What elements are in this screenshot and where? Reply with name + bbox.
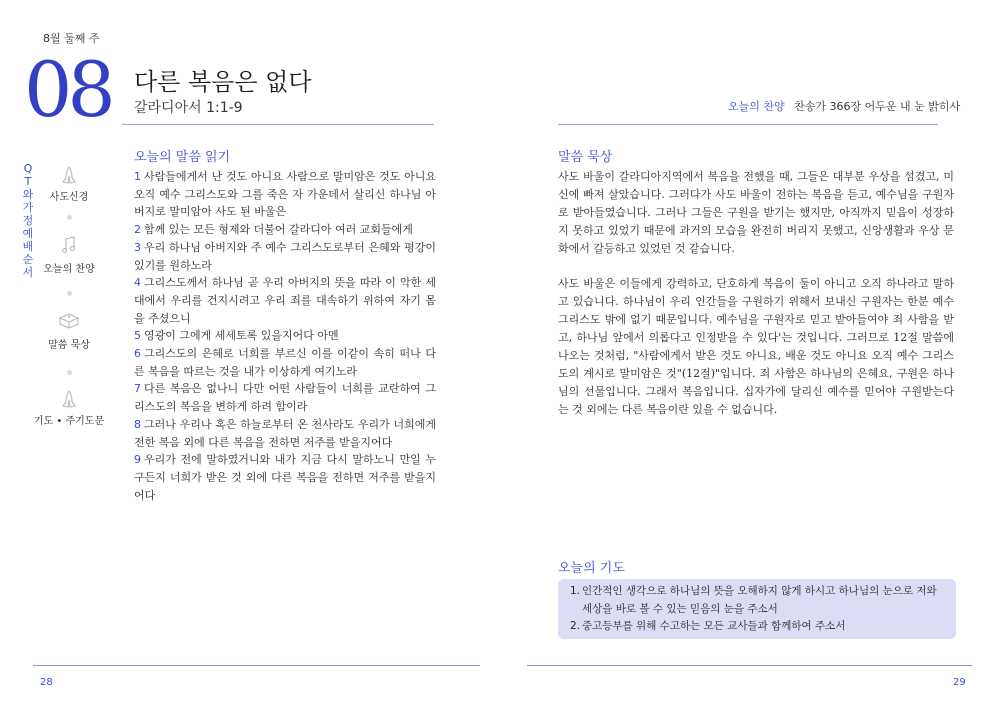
footer-rule-left — [33, 665, 480, 666]
verse-text: 그리스도께서 하나님 곧 우리 아버지의 뜻을 따라 이 악한 세대에서 우리를 건지시려고 우리 죄를 대속하기 위하여 자기 몸을 주셨으니 — [134, 276, 436, 325]
verse — [134, 221, 436, 239]
music-note-icon — [29, 234, 109, 256]
reading-heading: 오늘의 말씀 읽기 — [134, 150, 231, 165]
verse-text: 우리 하나님 아버지와 주 예수 그리스도로부터 은혜와 평강이 있기를 원하노라 — [134, 240, 436, 272]
meditation-text — [558, 168, 954, 437]
sidebar-dot — [67, 291, 72, 296]
verse-number: 7 — [134, 382, 141, 396]
order-vertical-label: QT와 가정예배 순서 — [22, 162, 34, 279]
sidebar-item-label: 사도신경 — [49, 192, 89, 203]
verse-list — [134, 168, 436, 504]
hymn-text: 찬송가 366장 어두운 내 눈 밝히사 — [794, 100, 961, 113]
praying-hands-icon — [29, 164, 109, 186]
verse-number: 8 — [134, 417, 141, 431]
prayer-item — [570, 583, 944, 618]
page-number-right: 29 — [953, 677, 966, 688]
sidebar-item-prayer — [29, 388, 109, 427]
verse — [134, 327, 436, 345]
prayer-box — [558, 579, 956, 639]
verse-text: 우리가 전에 말하였거니와 내가 지금 다시 말하노니 만일 누구든지 너희가 받은 것 외에 다른 복음을 전하면 저주를 받을지어다 — [134, 453, 436, 502]
meditation-paragraph: 사도 바울이 갈라디아지역에서 복음을 전했을 때, 그들은 대부분 우상을 섬겼고, 미신에 빠져 살았습니다. 그러다가 사도 바울이 전하는 복음을 듣고, 예수님을 구원자로 받아들였습니다. 그러나 그들은 구원을 받기는 했지만, 아직까지 믿음이 성장하지 못하고 있었기 때문에 과거의 모습을 완전히 버리지 못했고, 신앙생활과 우상 문화에서 갈등하고 있었던 것 같습니다. — [558, 170, 954, 255]
verse — [134, 416, 436, 451]
verse-text: 그러나 우리나 혹은 하늘로부터 온 천사라도 우리가 너희에게 전한 복음 외에 다른 복음을 전하면 저주를 받을지어다 — [134, 417, 436, 449]
verse-number: 1 — [134, 170, 141, 183]
verse-text: 다른 복음은 없나니 다만 어떤 사람들이 너희를 교란하여 그리스도의 복음을 변하게 하려 함이라 — [134, 382, 436, 414]
verse-number: 9 — [134, 453, 141, 467]
verse-number: 5 — [134, 329, 141, 343]
day-number: 08 — [24, 45, 111, 134]
page-title: 다른 복음은 없다 — [134, 68, 312, 96]
verse-number: 3 — [134, 240, 141, 254]
verse-text: 사람들에게서 난 것도 아니요 사람으로 말미암은 것도 아니요 오직 예수 그리스도와 그를 죽은 자 가운데서 살리신 하나님 아버지로 말미암아 사도 된 바울은 — [134, 170, 436, 219]
meditation-paragraph: 사도 바울은 이들에게 강력하고, 단호하게 복음이 둘이 아니고 오직 하나라고 말하고 있습니다. 하나님이 우리 인간들을 구원하기 위해서 보내신 구원자는 한분 예수 그리스도 밖에 없기 때문입니다. 예수님을 구원자로 믿고 받아들여야 죄 사함을 받고, 하나님 앞에서 의롭다고 인정받을 수 있다'는 것입니다. 그러므로 12절 말씀에 나오는 것처럼, "사람에게서 받은 것도 아니요, 배운 것도 아니요 오직 예수 그리스도의 계시로 말미암은 것"(12절)"입니다. 죄 사함은 하나님의 은혜요, 구원은 하나님의 선물입니다. 그래서 복음입니다. 십자가에 달리신 예수를 믿어야 구원받는다는 것 외에는 다른 복음이란 있을 수 없습니다. — [558, 277, 954, 416]
scripture-reference: 갈라디아서 1:1-9 — [134, 100, 243, 116]
verse-number: 4 — [134, 276, 141, 290]
prayer-item — [570, 618, 944, 636]
prayer-heading: 오늘의 기도 — [558, 561, 625, 576]
sidebar-item-label: 오늘의 찬양 — [43, 264, 95, 275]
verse — [134, 274, 436, 327]
hymn-line — [728, 98, 960, 114]
sidebar-item-label: 기도 • 주기도문 — [33, 416, 105, 427]
verse — [134, 380, 436, 415]
verse — [134, 451, 436, 504]
bible-icon — [29, 310, 109, 332]
page-number-left: 28 — [40, 677, 53, 688]
praying-hands-icon — [29, 388, 109, 410]
sidebar-item-apostles-creed — [29, 164, 109, 203]
week-label: 8월 둘째 주 — [43, 32, 100, 45]
prayer-item-number: 2. — [570, 620, 581, 632]
prayer-item-text: 중고등부를 위해 수고하는 모든 교사들과 함께하여 주소서 — [582, 620, 846, 632]
sidebar-item-meditation — [29, 310, 109, 351]
verse-number: 2 — [134, 223, 141, 237]
header-rule-left — [122, 124, 434, 125]
sidebar-item-hymn — [29, 234, 109, 275]
verse — [134, 345, 436, 380]
sidebar-dot — [67, 215, 72, 220]
header-rule-right — [558, 124, 938, 125]
footer-rule-right — [527, 665, 972, 666]
verse-text: 영광이 그에게 세세토록 있을지어다 아멘 — [144, 329, 339, 343]
verse-text: 그리스도의 은혜로 너희를 부르신 이를 이같이 속히 떠나 다른 복음을 따르는 것을 내가 이상하게 여기노라 — [134, 347, 436, 378]
sidebar-dot — [67, 370, 72, 375]
meditation-heading: 말씀 묵상 — [558, 150, 613, 165]
verse-number: 6 — [134, 347, 141, 361]
sidebar-item-label: 말씀 묵상 — [48, 340, 90, 351]
prayer-item-text: 인간적인 생각으로 하나님의 뜻을 오해하지 않게 하시고 하나님의 눈으로 저와 세상을 바로 볼 수 있는 믿음의 눈을 주소서 — [582, 585, 937, 615]
hymn-label: 오늘의 찬양 — [728, 100, 785, 113]
verse — [134, 168, 436, 221]
verse — [134, 239, 436, 274]
verse-text: 함께 있는 모든 형제와 더불어 갈라디아 여러 교회들에게 — [144, 223, 413, 237]
prayer-item-number: 1. — [570, 585, 581, 597]
